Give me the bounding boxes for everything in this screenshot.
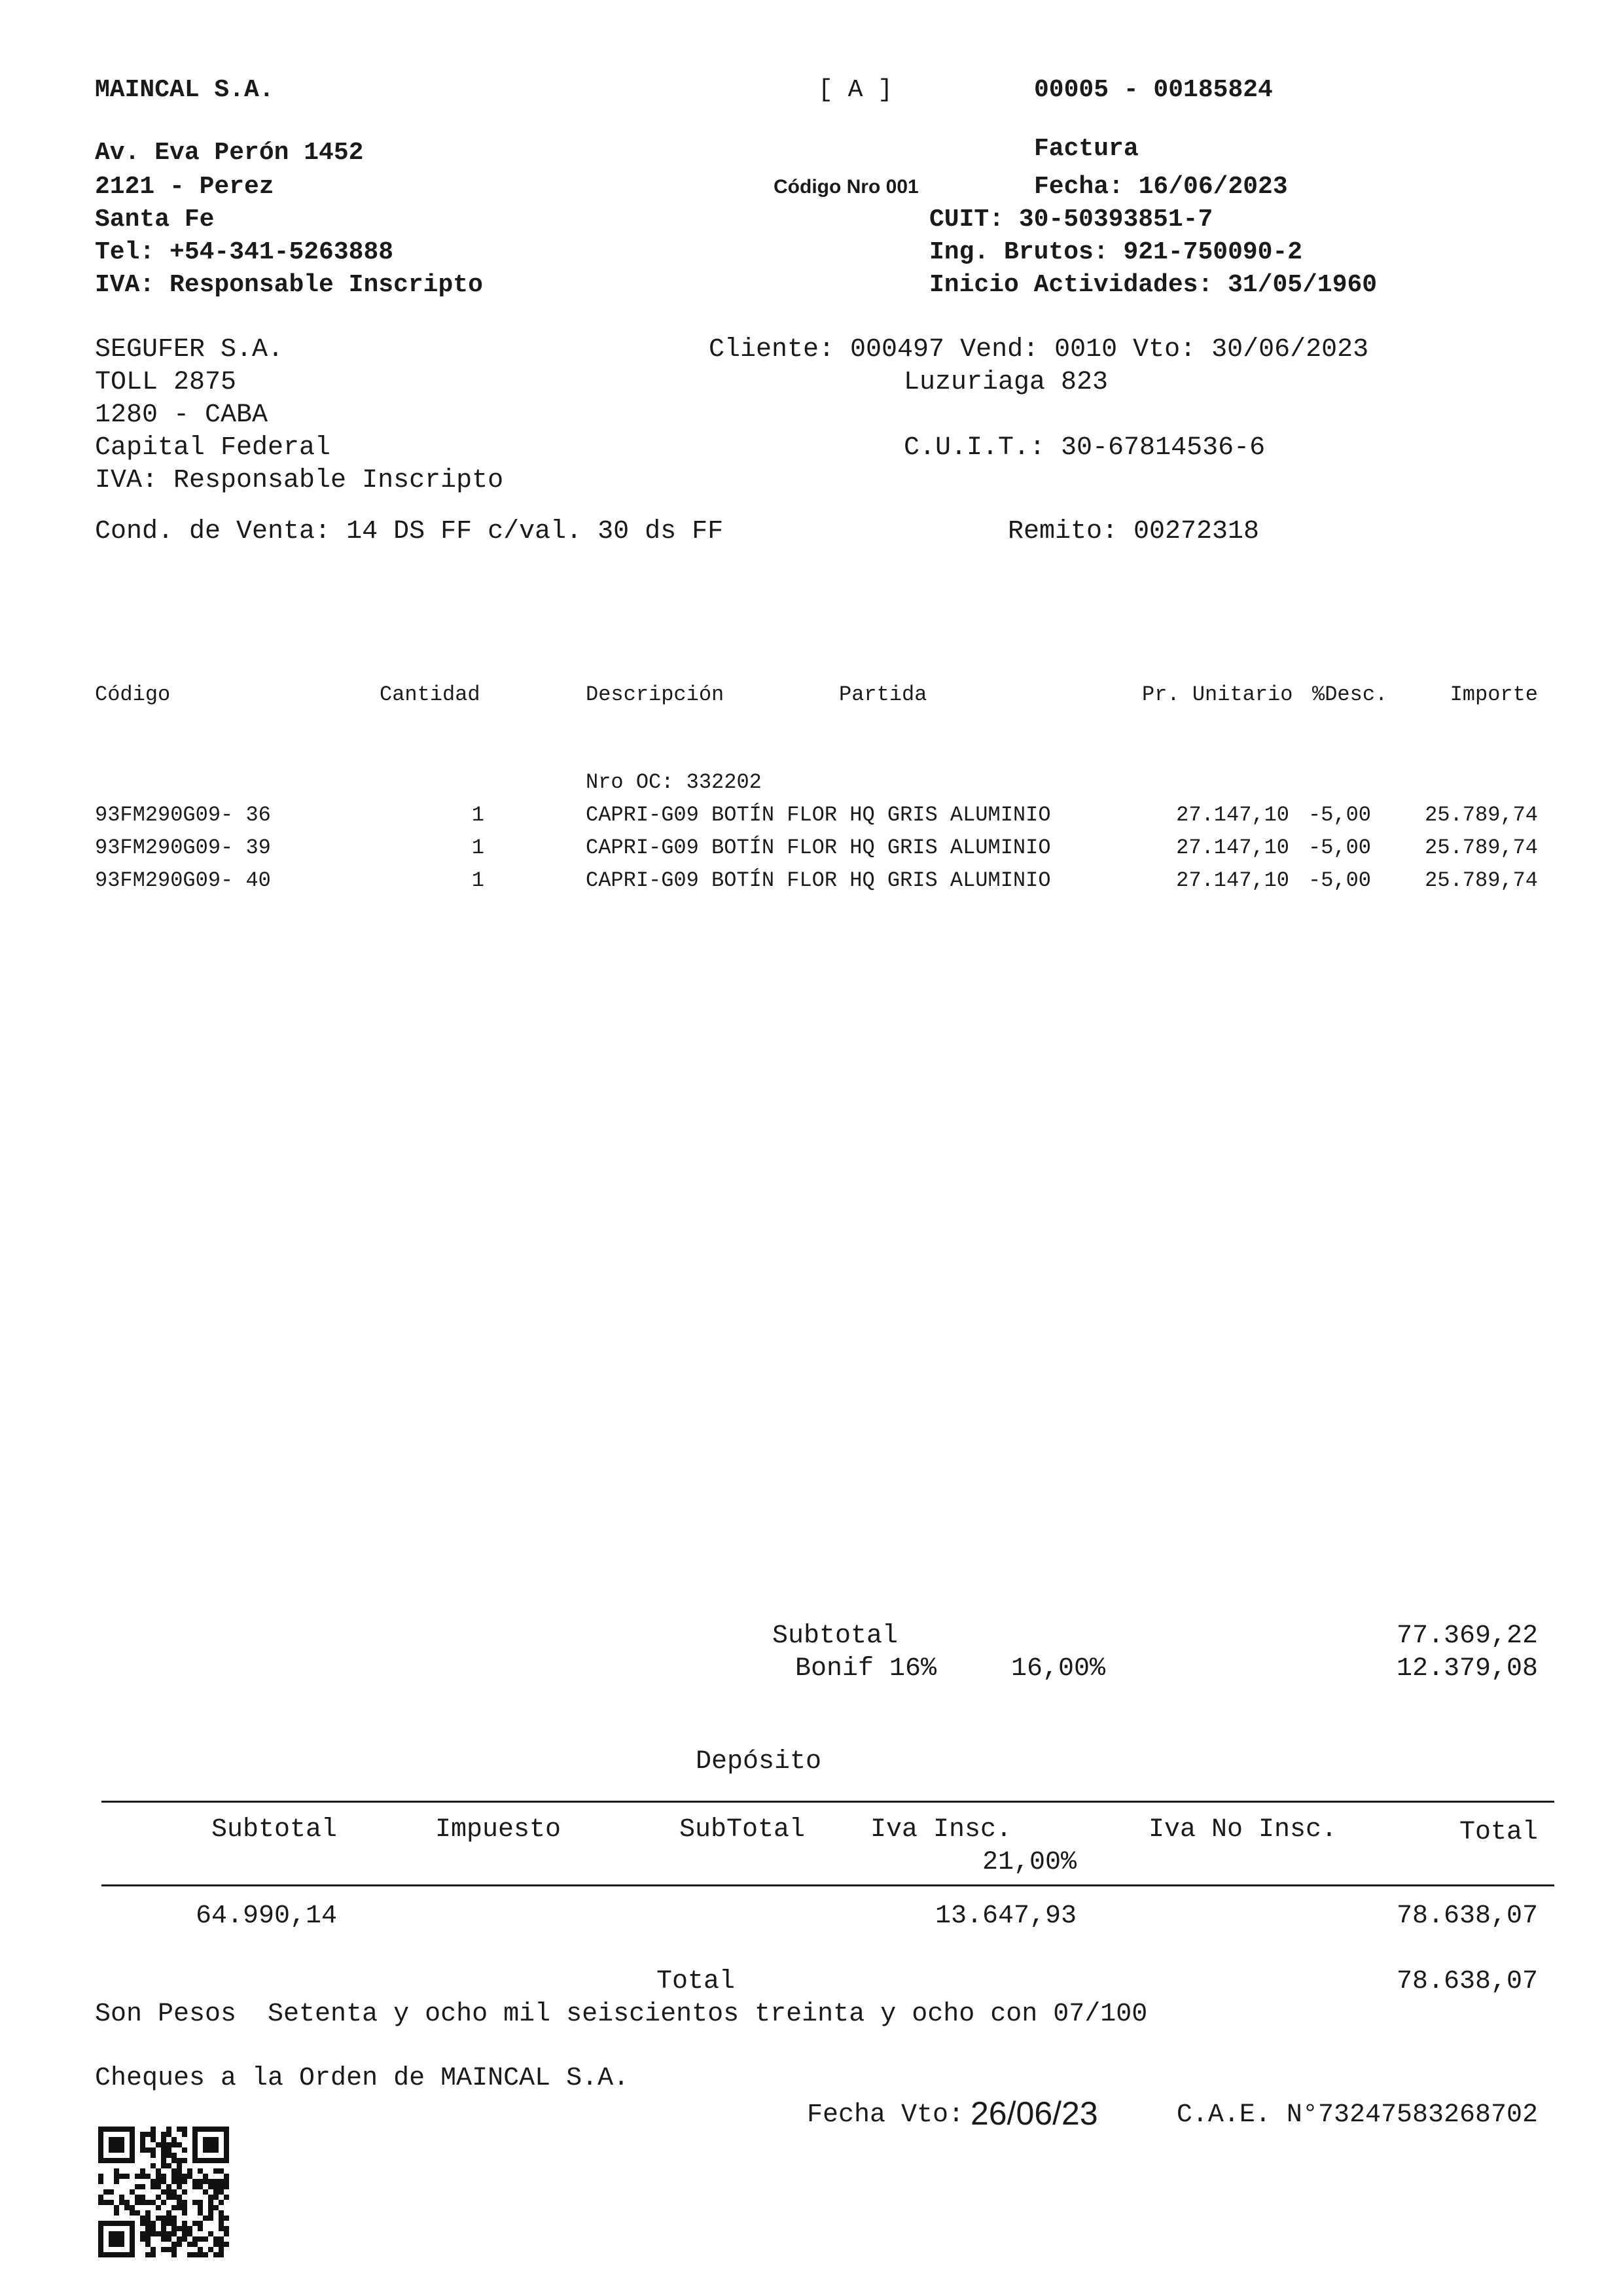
row-unitario: 27.147,10 [1176, 868, 1289, 892]
invoice-inicio-actividades: Inicio Actividades: 31/05/1960 [929, 271, 1378, 299]
col-header-importe: Importe [1450, 682, 1538, 707]
issuer-province: Santa Fe [95, 205, 215, 234]
col-header-codigo: Código [95, 682, 171, 707]
amount-in-words: Son Pesos Setenta y ocho mil seiscientos treinta y ocho con 07/100 [95, 2000, 1148, 2029]
remito: Remito: 00272318 [1008, 517, 1260, 546]
col-header-unitario: Pr. Unitario [1142, 682, 1293, 707]
client-city: 1280 - CABA [95, 400, 268, 430]
col-header-partida: Partida [839, 682, 927, 707]
footer-total-label: Total [656, 1967, 736, 1996]
client-meta: Cliente: 000497 Vend: 0010 Vto: 30/06/2023 [709, 335, 1369, 364]
fecha-vto-label: Fecha Vto: [807, 2100, 965, 2130]
summary-bonif-pct: 16,00% [1011, 1654, 1106, 1684]
col-header-descripcion: Descripción [586, 682, 724, 707]
cheques-note: Cheques a la Orden de MAINCAL S.A. [95, 2064, 630, 2093]
totals-header-impuesto: Impuesto [435, 1815, 562, 1845]
cae-number: C.A.E. N°73247583268702 [1176, 2100, 1538, 2130]
row-desc: -5,00 [1308, 868, 1371, 892]
qr-code-icon [98, 2127, 229, 2257]
row-cantidad: 1 [471, 836, 484, 860]
totals-value-subtotal: 64.990,14 [195, 1901, 337, 1931]
footer-total-value: 78.638,07 [1396, 1967, 1538, 1996]
row-importe: 25.789,74 [1425, 803, 1538, 827]
issuer-city: 2121 - Perez [95, 173, 274, 201]
issuer-iva: IVA: Responsable Inscripto [95, 271, 483, 299]
row-unitario: 27.147,10 [1176, 836, 1289, 860]
client-cuit: C.U.I.T.: 30-67814536-6 [904, 433, 1266, 463]
invoice-cuit: CUIT: 30-50393851-7 [929, 205, 1213, 234]
row-codigo: 93FM290G09- 36 [95, 803, 271, 827]
invoice-ingresos-brutos: Ing. Brutos: 921-750090-2 [929, 238, 1303, 266]
row-cantidad: 1 [471, 803, 484, 827]
row-unitario: 27.147,10 [1176, 803, 1289, 827]
row-importe: 25.789,74 [1425, 868, 1538, 892]
totals-value-iva-insc: 13.647,93 [935, 1901, 1077, 1931]
deposito-label: Depósito [696, 1747, 822, 1776]
summary-subtotal-label: Subtotal [772, 1621, 899, 1651]
totals-header-iva-no-insc: Iva No Insc. [1149, 1815, 1338, 1845]
row-codigo: 93FM290G09- 40 [95, 868, 271, 892]
totals-header-total: Total [1459, 1818, 1538, 1847]
summary-bonif-label: Bonif 16% [795, 1654, 937, 1684]
row-descripcion: CAPRI-G09 BOTÍN FLOR HQ GRIS ALUMINIO [586, 836, 1051, 860]
totals-value-total: 78.638,07 [1396, 1901, 1538, 1931]
cond-venta: Cond. de Venta: 14 DS FF c/val. 30 ds FF [95, 517, 724, 546]
issuer-tel: Tel: +54-341-5263888 [95, 238, 394, 266]
invoice-letter: [ A ] [818, 76, 893, 104]
client-address: TOLL 2875 [95, 368, 237, 397]
issuer-name: MAINCAL S.A. [95, 76, 274, 104]
invoice-date: Fecha: 16/06/2023 [1034, 173, 1288, 201]
fecha-vto-value: 26/06/23 [971, 2095, 1098, 2132]
row-desc: -5,00 [1308, 803, 1371, 827]
invoice-number: 00005 - 00185824 [1034, 76, 1273, 104]
issuer-address: Av. Eva Perón 1452 [95, 139, 364, 167]
row-cantidad: 1 [471, 868, 484, 892]
row-descripcion: CAPRI-G09 BOTÍN FLOR HQ GRIS ALUMINIO [586, 803, 1051, 827]
client-name: SEGUFER S.A. [95, 335, 284, 364]
col-header-desc: %Desc. [1312, 682, 1388, 707]
row-descripcion: CAPRI-G09 BOTÍN FLOR HQ GRIS ALUMINIO [586, 868, 1051, 892]
order-note: Nro OC: 332202 [586, 770, 762, 794]
client-iva: IVA: Responsable Inscripto [95, 466, 504, 495]
col-header-cantidad: Cantidad [380, 682, 480, 707]
client-province: Capital Federal [95, 433, 331, 463]
totals-mid-rule [101, 1884, 1554, 1886]
summary-bonif-value: 12.379,08 [1396, 1654, 1538, 1684]
invoice-type: Factura [1034, 135, 1139, 163]
row-codigo: 93FM290G09- 39 [95, 836, 271, 860]
row-desc: -5,00 [1308, 836, 1371, 860]
totals-header-iva-rate: 21,00% [982, 1848, 1077, 1877]
client-delivery-address: Luzuriaga 823 [904, 368, 1109, 397]
summary-subtotal-value: 77.369,22 [1396, 1621, 1538, 1651]
totals-header-subtotal2: SubTotal [679, 1815, 806, 1845]
totals-top-rule [101, 1801, 1554, 1803]
totals-header-subtotal: Subtotal [211, 1815, 337, 1845]
row-importe: 25.789,74 [1425, 836, 1538, 860]
invoice-code: Código Nro 001 [774, 176, 919, 198]
totals-header-iva-insc: Iva Insc. [870, 1815, 1012, 1845]
